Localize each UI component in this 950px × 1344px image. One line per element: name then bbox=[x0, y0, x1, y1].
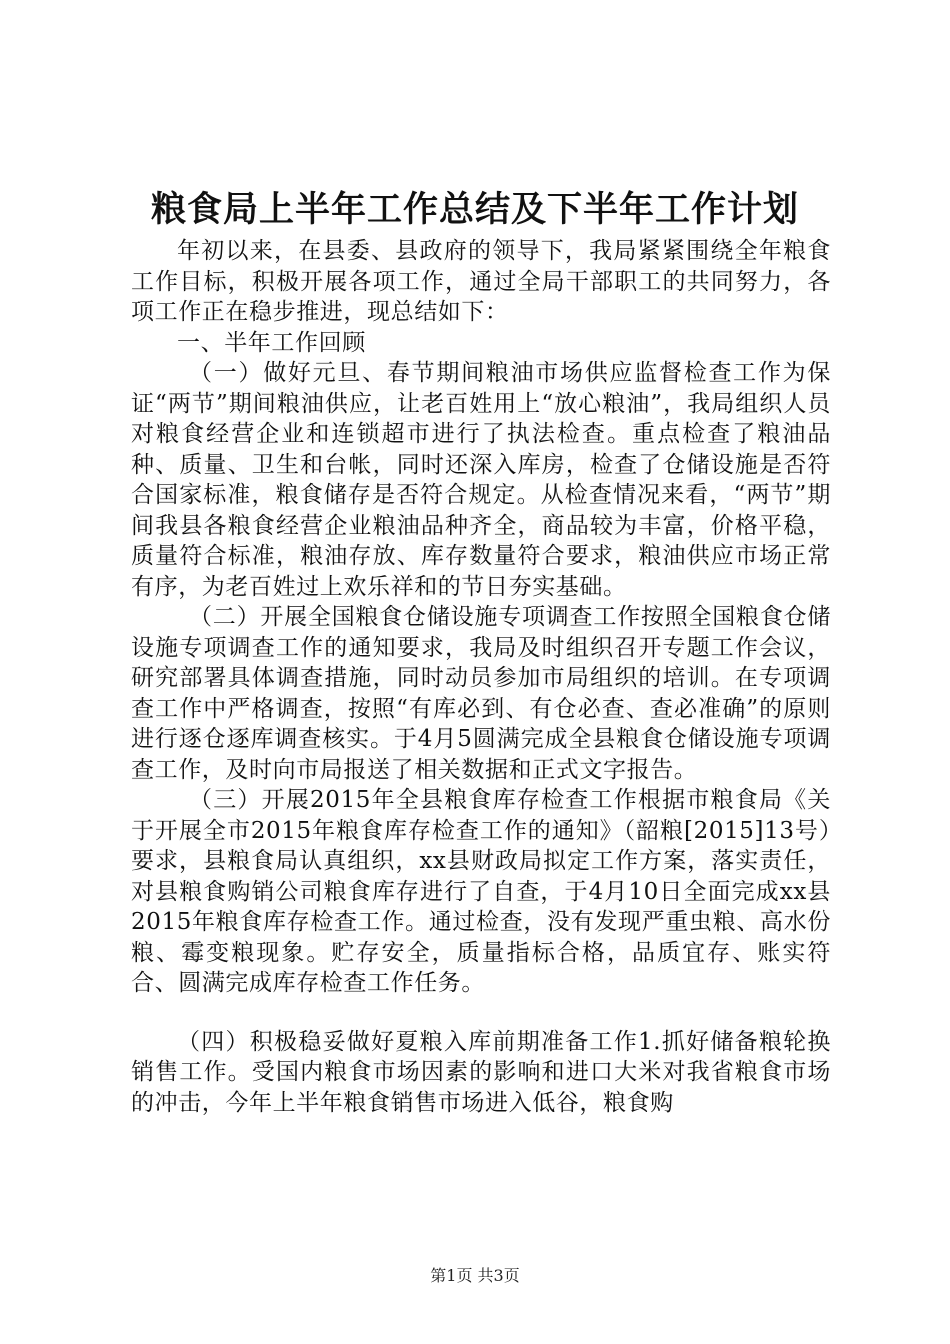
intro-paragraph: 年初以来，在县委、县政府的领导下，我局紧紧围绕全年粮食工作目标，积极开展各项工作，通过全局干部职工的共同努力，各项工作正在稳步推进，现总结如下： bbox=[131, 238, 831, 325]
paragraph-item-2: （二）开展全国粮食仓储设施专项调查工作按照全国粮食仓储设施专项调查工作的通知要求，我局及时组织召开专题工作会议，研究部署具体调查措施，同时动员参加市局组织的培训。在专项调查工作中严格调查，按照“有库必到、有仓必查、查必准确”的原则进行逐仓逐库调查核实。于4月5圆满完成全县粮食仓储设施专项调查工作，及时向市局报送了相关数据和正式文字报告。 bbox=[131, 604, 831, 783]
document-title: 粮食局上半年工作总结及下半年工作计划 bbox=[150, 189, 799, 230]
section-heading-review: 一、半年工作回顾 bbox=[177, 329, 366, 356]
page-footer: 第1页 共3页 bbox=[430, 1266, 520, 1285]
paragraph-item-1: （一）做好元旦、春节期间粮油市场供应监督检查工作为保证“两节”期间粮油供应，让老百姓用上“放心粮油”，我局组织人员对粮食经营企业和连锁超市进行了执法检查。重点检查了粮油品种、质量、卫生和台帐，同时还深入库房，检查了仓储设施是否符合国家标准，粮食储存是否符合规定。从检查情况来看，“两节”期间我县各粮食经营企业粮油品种齐全，商品较为丰富，价格平稳，质量符合标准，粮油存放、库存数量符合要求，粮油供应市场正常有序，为老百姓过上欢乐祥和的节日夯实基础。 bbox=[131, 360, 831, 600]
paragraph-item-4: （四）积极稳妥做好夏粮入库前期准备工作1.抓好储备粮轮换销售工作。受国内粮食市场因素的影响和进口大米对我省粮食市场的冲击，今年上半年粮食销售市场进入低谷，粮食购 bbox=[131, 1028, 831, 1116]
paragraph-item-3: （三）开展2015年全县粮食库存检查工作根据市粮食局《关于开展全市2015年粮食库存检查工作的通知》（韶粮[2015]13号）要求，县粮食局认真组织，xx县财政局拟定工作方案，落实责任，对县粮食购销公司粮食库存进行了自查，于4月10日全面完成xx县2015年粮食库存检查工作。通过检查，没有发现严重虫粮、高水份粮、霉变粮现象。贮存安全，质量指标合格，品质宜存、账实符合、圆满完成库存检查工作任务。 bbox=[131, 787, 831, 996]
document-body bbox=[131, 236, 831, 1118]
